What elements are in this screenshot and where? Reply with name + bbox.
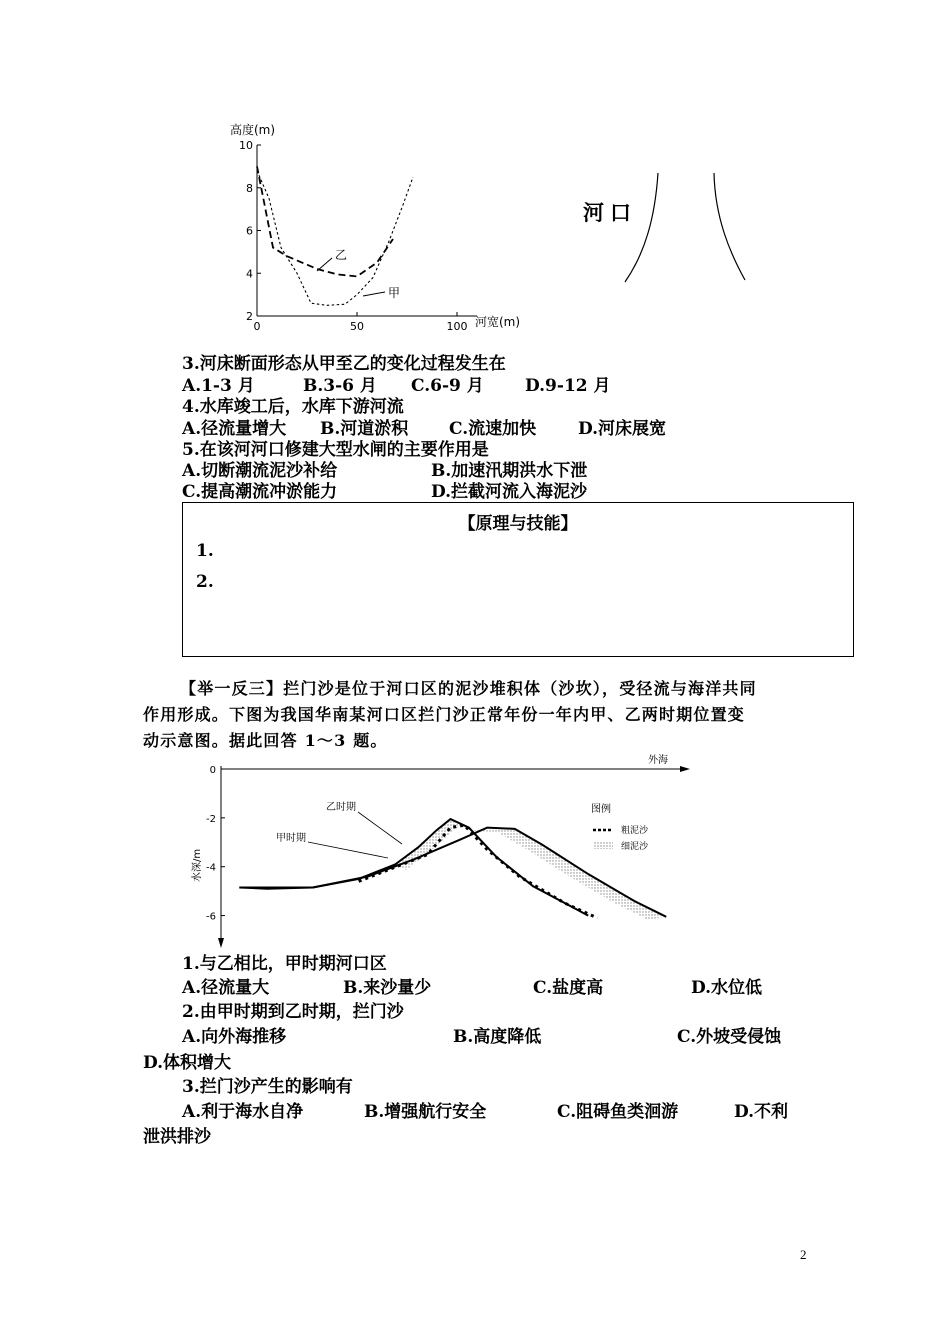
q4-option-b: B.河道淤积 (320, 419, 409, 439)
x-axis-arrow (680, 766, 690, 772)
intro-paragraph (143, 676, 807, 754)
sandbar-chart (180, 752, 700, 952)
legend-fine-swatch (593, 842, 613, 849)
question-s2-3: 3.拦门沙产生的影响有 (182, 1077, 353, 1097)
series-line-yi (257, 166, 393, 276)
intro-line-3: 动示意图。据此回答 1～3 题。 (143, 731, 388, 750)
s2q1-option-b: B.来沙量少 (343, 978, 432, 998)
legend-fine-label: 细泥沙 (621, 842, 649, 852)
box-item-2: 2. (196, 572, 214, 592)
q4-option-c: C.流速加快 (449, 419, 537, 439)
q5-option-b: B.加速汛期洪水下泄 (431, 461, 588, 481)
x-axis-label: 河宽(m) (475, 315, 521, 329)
series-line-coarse-sand (359, 825, 598, 918)
s2q1-option-d: D.水位低 (691, 978, 763, 998)
s2q3-option-a: A.利于海水自净 (182, 1102, 304, 1122)
box-title: 【原理与技能】 (458, 514, 578, 534)
q5-option-c: C.提高潮流冲淤能力 (182, 482, 338, 502)
legend-coarse-label: 粗泥沙 (621, 826, 649, 836)
y-tick-label: 10 (239, 139, 253, 152)
s2q2-option-c: C.外坡受侵蚀 (677, 1027, 782, 1047)
right-bank (714, 173, 745, 280)
x-axis-label: 外海 (648, 755, 668, 766)
y-tick-label: -2 (206, 813, 216, 825)
label-yi-leader (358, 812, 402, 844)
s2q2-option-b: B.高度降低 (453, 1027, 542, 1047)
y-tick-label: 4 (246, 267, 253, 281)
y-tick-label: 6 (246, 224, 253, 238)
intro-line-2: 作用形成。下图为我国华南某河口区拦门沙正常年份一年内甲、乙两时期位置变 (143, 705, 746, 724)
principle-skill-box (182, 502, 854, 657)
question-4: 4.水库竣工后，水库下游河流 (182, 397, 404, 417)
series-label-jia: 甲 (388, 286, 401, 300)
s2q3-option-b: B.增强航行安全 (364, 1102, 487, 1122)
q4-option-d: D.河床展宽 (578, 419, 667, 439)
question-5: 5.在该河河口修建大型水闸的主要作用是 (182, 440, 489, 460)
intro-line-1: 【举一反三】拦门沙是位于河口区的泥沙堆积体（沙坎），受径流与海洋共同 (180, 679, 757, 698)
q4-option-a: A.径流量增大 (182, 419, 287, 439)
legend-title: 图例 (591, 804, 611, 815)
y-tick-label: 8 (246, 181, 253, 195)
y-axis-arrow (218, 938, 224, 948)
s2q2-option-d: D.体积增大 (143, 1053, 232, 1073)
s2q1-option-c: C.盐度高 (533, 978, 604, 998)
river-mouth-sketch (575, 168, 755, 288)
y-tick-label: 0 (209, 765, 216, 776)
q3-option-c: C.6-9 月 (411, 376, 484, 396)
y-tick-label: 2 (246, 310, 253, 323)
x-tick-label: 0 (253, 320, 261, 333)
y-axis-label: 水深/m (192, 848, 203, 882)
q3-option-b: B.3-6 月 (303, 376, 377, 396)
hekou-label: 河口 (583, 201, 637, 225)
series-label-leader-jia (363, 292, 385, 296)
label-jia-leader (308, 842, 388, 858)
label-jia-period: 甲时期 (276, 833, 306, 844)
q5-option-a: A.切断潮流泥沙补给 (182, 461, 338, 481)
q3-option-a: A.1-3 月 (182, 376, 255, 396)
question-s2-1: 1.与乙相比，甲时期河口区 (182, 954, 387, 974)
y-tick-label: -4 (206, 862, 216, 874)
s2q3-option-d: D.不利 (734, 1102, 789, 1122)
x-tick-label: 100 (446, 320, 468, 333)
label-yi-period: 乙时期 (326, 802, 356, 813)
page-number: 2 (800, 1247, 807, 1262)
x-tick-label: 50 (350, 320, 364, 333)
left-bank (625, 173, 658, 282)
q3-option-d: D.9-12 月 (525, 376, 611, 396)
y-axis-label: 高度(m) (230, 123, 276, 137)
s2q2-option-a: A.向外海推移 (182, 1027, 287, 1047)
y-tick-label: -6 (206, 911, 216, 923)
s2q3-option-d-cont: 泄洪排沙 (143, 1127, 211, 1147)
series-label-leader-yi (317, 258, 332, 271)
s2q3-option-c: C.阻碍鱼类洄游 (557, 1102, 679, 1122)
q5-option-d: D.拦截河流入海泥沙 (431, 482, 588, 502)
cross-section-chart (220, 118, 530, 338)
s2q1-option-a: A.径流量大 (182, 978, 270, 998)
box-item-1: 1. (196, 541, 214, 561)
question-s2-2: 2.由甲时期到乙时期，拦门沙 (182, 1002, 404, 1022)
series-label-yi: 乙 (335, 248, 348, 262)
question-3: 3.河床断面形态从甲至乙的变化过程发生在 (182, 354, 506, 374)
